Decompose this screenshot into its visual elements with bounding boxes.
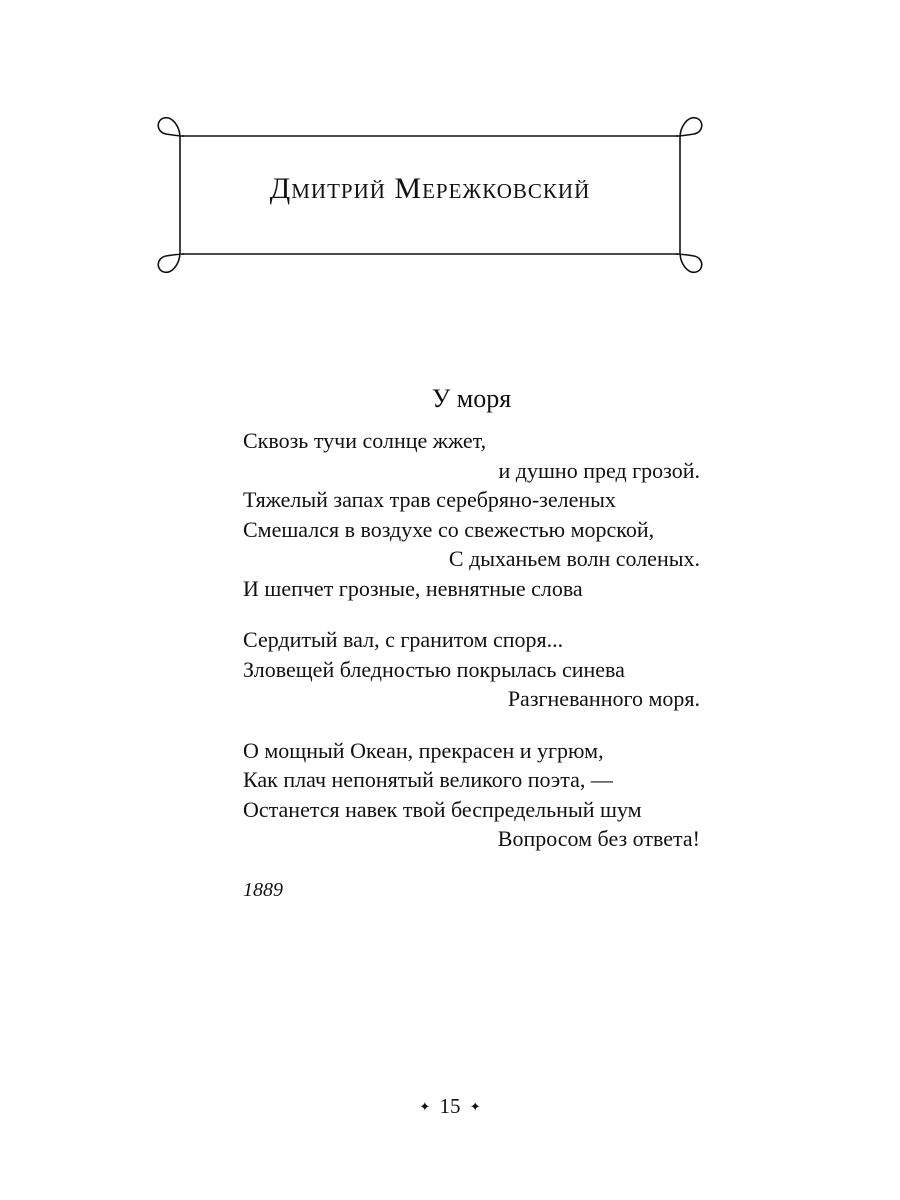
poem-line: и душно пред грозой. bbox=[498, 457, 700, 483]
poem-line: Тяжелый запах трав серебряно-зеленых bbox=[243, 487, 616, 512]
stanza bbox=[243, 736, 700, 854]
ornament-right-icon: ✦ bbox=[469, 1099, 481, 1114]
ornament-left-icon: ✦ bbox=[419, 1099, 431, 1114]
poem bbox=[243, 382, 700, 904]
poem-line: Сердитый вал, с гранитом споря... bbox=[243, 627, 564, 652]
poem-line: Смешался в воздухе со свежестью морской, bbox=[243, 516, 655, 542]
stanza bbox=[243, 625, 700, 714]
author-title-frame bbox=[150, 108, 710, 283]
poem-line: О мощный Океан, прекрасен и угрюм, bbox=[243, 737, 604, 763]
poem-line: Зловещей бледностью покрылась синева bbox=[243, 656, 625, 682]
page-footer bbox=[0, 1092, 900, 1121]
author-name: Дмитрий Мережковский bbox=[269, 172, 591, 205]
poem-line: Разгневанного моря. bbox=[507, 686, 700, 711]
page-number: 15 bbox=[439, 1094, 461, 1118]
poem-line: И шепчет грозные, невнятные слова bbox=[243, 575, 583, 601]
poem-line: Как плач непонятый великого поэта, — bbox=[243, 767, 613, 792]
poem-title: У моря bbox=[431, 384, 512, 413]
poem-line: Останется навек твой беспредельный шум bbox=[243, 796, 642, 822]
poem-date: 1889 bbox=[243, 878, 283, 901]
poem-line: Сквозь тучи солнце жжет, bbox=[243, 428, 487, 453]
poem-line: Вопросом без ответа! bbox=[497, 826, 700, 851]
stanza bbox=[243, 426, 700, 603]
poem-body bbox=[243, 426, 700, 854]
poem-line: С дыханьем волн соленых. bbox=[448, 546, 700, 571]
